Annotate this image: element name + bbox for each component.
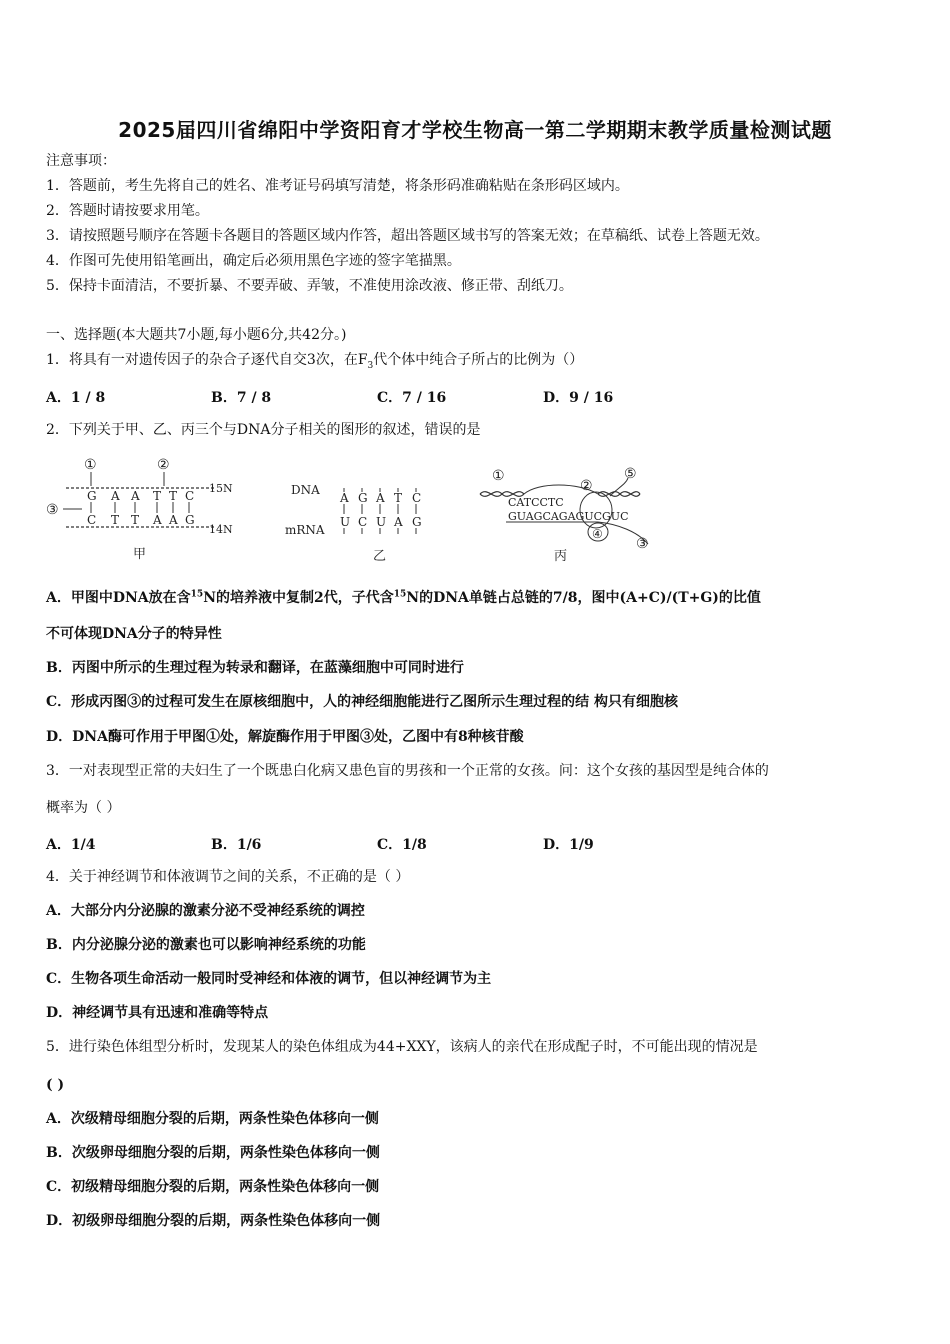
question-5-option-a[interactable]: A．次级精母细胞分裂的后期，两条性染色体移向一侧 [46,1111,379,1127]
figure-bing [478,460,668,568]
section-heading: 一、选择题(本大题共7小题,每小题6分,共42分。) [46,327,347,343]
question-3-stem: 3．一对表现型正常的夫妇生了一个既患白化病又患色盲的男孩和一个正常的女孩。问：这个女孩的基因型是纯合体的 [46,763,769,779]
jia-top-label: 15N [209,482,233,495]
option-d[interactable]: D．1/9 [543,837,594,853]
notice-heading: 注意事项： [46,153,116,169]
yi-mrna-base: U [340,515,351,529]
question-3-stem-cont: 概率为（ ） [46,800,121,816]
option-b[interactable]: B．7 / 8 [211,390,272,406]
question-2-stem: 2．下列关于甲、乙、丙三个与DNA分子相关的图形的叙述，错误的是 [46,422,481,438]
option-c[interactable]: C．7 / 16 [377,390,447,406]
yi-dna-base: A [376,491,385,505]
notice-item: 4．作图可先使用铅笔画出，确定后必须用黑色字迹的签字笔描黑。 [46,253,461,269]
question-4-stem: 4．关于神经调节和体液调节之间的关系，不正确的是（ ） [46,869,410,885]
question-5-option-b[interactable]: B．次级卵母细胞分裂的后期，两条性染色体移向一侧 [46,1145,380,1161]
jia-top-base: T [169,489,178,503]
question-5-option-d[interactable]: D．初级卵母细胞分裂的后期，两条性染色体移向一侧 [46,1213,381,1229]
yi-dna-label: DNA [291,483,320,497]
bing-seq1: CATCCTC [508,496,564,509]
jia-top-base: A [111,489,120,503]
jia-bottom-base: A [153,513,162,527]
notice-item: 1．答题前，考生先将自己的姓名、准考证号码填写清楚，将条形码准确粘贴在条形码区域内。 [46,178,629,194]
yi-dna-base: T [394,491,403,505]
bing-mark-4: ④ [592,527,603,541]
jia-mark-3: ③ [46,502,59,518]
figure-yi [285,472,435,567]
jia-mark-1: ① [84,457,97,473]
option-a[interactable]: A．1 / 8 [46,390,106,406]
bing-seq2: GUAGCAGAGUCGUC [508,510,629,523]
option-a[interactable]: A．1/4 [46,837,96,853]
bing-mark-5: ⑤ [624,466,637,482]
jia-bottom-base: G [185,513,195,527]
yi-mrna-base: C [358,515,368,529]
yi-dna-base: C [412,491,422,505]
page-title: 2025届四川省绵阳中学资阳育才学校生物高一第二学期期末教学质量检测试题 [118,118,832,142]
option-b[interactable]: B．1/6 [211,837,262,853]
figure-jia [46,452,246,567]
question-4-option-d[interactable]: D．神经调节具有迅速和准确等特点 [46,1005,269,1021]
jia-bottom-base: T [111,513,120,527]
option-c[interactable]: C．1/8 [377,837,427,853]
jia-bottom-base: C [87,513,97,527]
jia-top-base: G [87,489,97,503]
question-5-option-c[interactable]: C．初级精母细胞分裂的后期，两条性染色体移向一侧 [46,1179,380,1195]
bing-mark-2: ② [580,478,593,494]
jia-bottom-base: T [131,513,140,527]
bing-mark-3: ③ [636,536,649,552]
yi-caption: 乙 [373,549,387,564]
question-2-option-c[interactable]: C．形成丙图③的过程可发生在原核细胞中，人的神经细胞能进行乙图所示生理过程的结 构只有细胞核 [46,694,679,710]
jia-top-base: C [185,489,195,503]
jia-bottom-base: A [169,513,178,527]
notice-item: 3．请按照题号顺序在答题卡各题目的答题区域内作答，超出答题区域书写的答案无效；在草稿纸、试卷上答题无效。 [46,228,769,244]
jia-top-base: A [131,489,140,503]
question-5-stem-cont: ( ) [46,1077,65,1093]
option-d[interactable]: D．9 / 16 [543,390,614,406]
question-2-option-b[interactable]: B．丙图中所示的生理过程为转录和翻译，在蓝藻细胞中可同时进行 [46,660,464,676]
yi-dna-base: G [358,491,368,505]
yi-mrna-base: U [376,515,387,529]
question-2-option-a-cont: 不可体现DNA分子的特异性 [46,626,222,642]
question-5-stem: 5．进行染色体组型分析时，发现某人的染色体组成为44+XXY，该病人的亲代在形成配子时，不可能出现的情况是 [46,1039,758,1055]
jia-bottom-label: 14N [209,523,233,536]
jia-top-base: T [153,489,162,503]
bing-caption: 丙 [554,549,568,564]
question-4-option-c[interactable]: C．生物各项生命活动一般同时受神经和体液的调节，但以神经调节为主 [46,971,492,987]
notice-item: 5．保持卡面清洁，不要折暴、不要弄破、弄皱，不准使用涂改液、修正带、刮纸刀。 [46,278,573,294]
yi-mrna-label: mRNA [285,523,325,537]
question-4-option-b[interactable]: B．内分泌腺分泌的激素也可以影响神经系统的功能 [46,937,366,953]
jia-caption: 甲 [133,547,147,562]
yi-mrna-base: G [412,515,422,529]
question-2-option-d[interactable]: D．DNA酶可作用于甲图①处，解旋酶作用于甲图③处，乙图中有8种核苷酸 [46,729,524,745]
jia-mark-2: ② [157,457,170,473]
yi-mrna-base: A [394,515,403,529]
yi-dna-base: A [340,491,349,505]
question-4-option-a[interactable]: A．大部分内分泌腺的激素分泌不受神经系统的调控 [46,903,365,919]
notice-item: 2．答题时请按要求用笔。 [46,203,209,219]
bing-mark-1: ① [492,468,505,484]
question-1-stem: 1．将具有一对遗传因子的杂合子逐代自交3次，在$F_3$代个体中纯合子所占的比例为（） [46,352,584,371]
question-2-option-a[interactable]: A．甲图中DNA放在含$^{15}$N的培养液中复制2代，子代含$^{15}$N的DNA单链占总链的7/8，图中(A+C)/(T+G)的比值 [46,589,761,606]
